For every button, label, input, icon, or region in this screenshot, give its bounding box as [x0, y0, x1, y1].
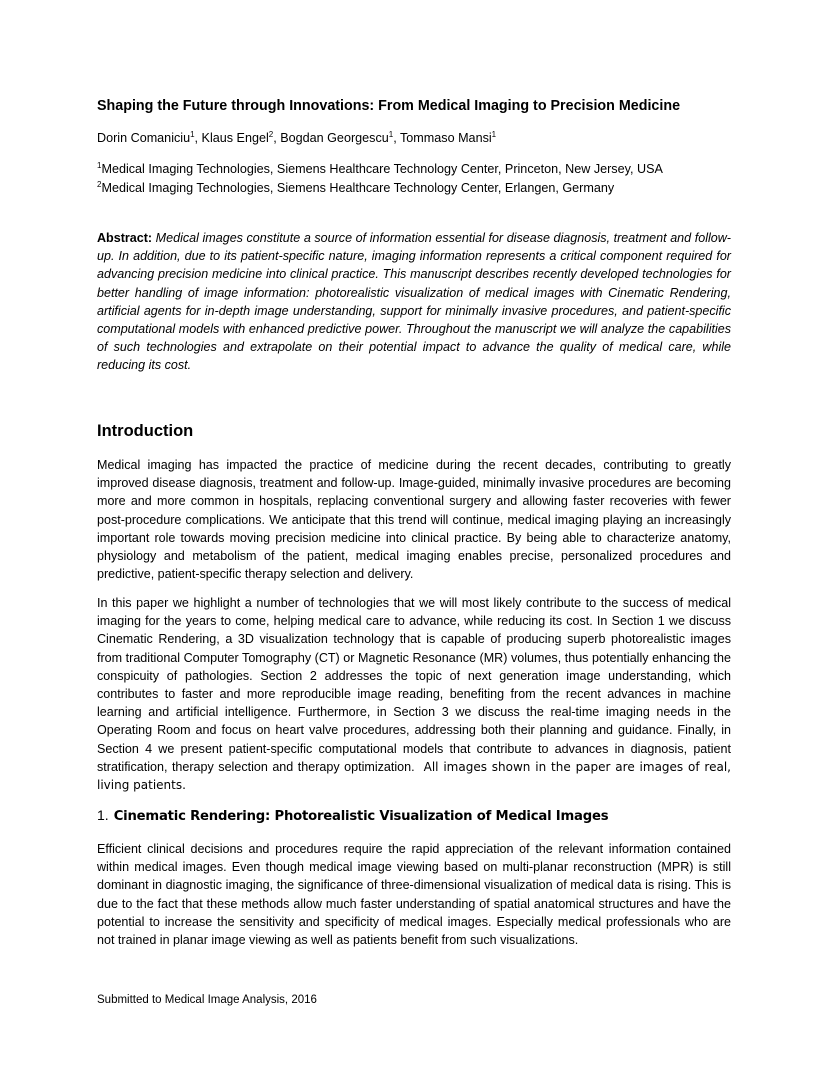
page-footer: Submitted to Medical Image Analysis, 2016	[97, 994, 317, 1006]
introduction-paragraph: In this paper we highlight a number of technologies that we will most likely contribute to the success of medical imaging for the years to come, helping medical care to advance, while reducing its cost. In Section 1 we discuss Cinematic Rendering, a 3D visualization technology that is capable of producing superb photorealistic images from traditional Computer Tomography (CT) or Magnetic Resonance (MR) volumes, thus potentially enhancing the conspicuity of pathologies. Section 2 addresses the topic of next generation image understanding, which contributes to faster and more reproducible image reading, benefiting from the recent advances in machine learning and artificial intelligence. Furthermore, in Section 3 we discuss the real-time imaging needs in the Operating Room and focus on heart valve procedures, addressing both their planning and guidance. Finally, in Section 4 we present patient-specific computational models that contribute to advances in diagnosis, patient stratification, therapy selection and therapy optimization. All images shown in the paper are images of real, living patients.	[97, 596, 731, 793]
author-affiliation-mark: 2	[268, 130, 274, 139]
section-title: Cinematic Rendering: Photorealistic Visualization of Medical Images	[113, 809, 609, 824]
abstract-text: Medical images constitute a source of information essential for disease diagnosis, treatment and follow-up. In addition, due to its patient-specific nature, imaging information represents a critical component required for advancing precision medicine into clinical practice. This manuscript describes recently developed technologies for better handling of image information: photorealistic visualization of medical images with Cinematic Rendering, artificial agents for in-depth image understanding, support for minimally invasive procedures, and patient-specific computational models with enhanced predictive power. Throughout the manuscript we will analyze the capabilities of such technologies and extrapolate on their potential impact to advance the quality of medical care, while reducing its cost.	[97, 231, 731, 373]
abstract-label: Abstract:	[97, 231, 153, 245]
section-heading	[97, 805, 608, 827]
author-list	[97, 129, 496, 147]
introduction-heading: Introduction	[97, 422, 194, 440]
introduction-paragraph: Medical imaging has impacted the practice of medicine during the recent decades, contributing to greatly improved disease diagnosis, treatment and follow-up. Image-guided, minimally invasive procedures are becoming more and more common in hospitals, replacing conventional surgery and allowing faster recoveries with fewer post-procedure complications. We anticipate that this trend will continue, medical imaging playing an increasingly important role towards moving precision medicine into clinical practice. By being able to characterize anatomy, physiology and metabolism of the patient, medical imaging enables precise, personalized procedures and predictive, patient-specific therapy selection and delivery.	[97, 458, 731, 582]
affiliation: $^2$Medical Imaging Technologies, Siemens Healthcare Technology Center, Erlangen, Germany	[97, 180, 615, 195]
author: Tommaso Mansi$^1$	[399, 130, 497, 145]
author-affiliation-mark: 1	[388, 130, 394, 139]
affiliation-list	[97, 160, 663, 198]
section-number: 1.	[97, 807, 109, 823]
author-affiliation-mark: 1	[190, 130, 195, 139]
section-paragraph: Efficient clinical decisions and procedures require the rapid appreciation of the relevant information contained within medical images. Even though medical image viewing based on multi-planar reconstruction (MPR) is still dominant in diagnostic imaging, the significance of three-dimensional visualization of medical data is rising. This is due to the fact that these methods allow much faster understanding of spatial anatomical structures and have the potential to increase the sensitivity and specificity of medical images. Especially medical professionals who are not trained in planar image viewing as well as patients benefit from such visualizations.	[97, 842, 731, 948]
author: Bogdan Georgescu$^1$,	[280, 130, 400, 145]
paper-title: Shaping the Future through Innovations: From Medical Imaging to Precision Medicine	[97, 98, 681, 114]
affiliation: $^1$Medical Imaging Technologies, Siemens Healthcare Technology Center, Princeton, New Jersey, USA	[97, 161, 663, 176]
author: Klaus Engel$^2$,	[201, 130, 281, 145]
author-affiliation-mark: 1	[491, 130, 497, 139]
author: Dorin Comaniciu$^1$,	[97, 130, 202, 145]
abstract	[97, 229, 731, 375]
